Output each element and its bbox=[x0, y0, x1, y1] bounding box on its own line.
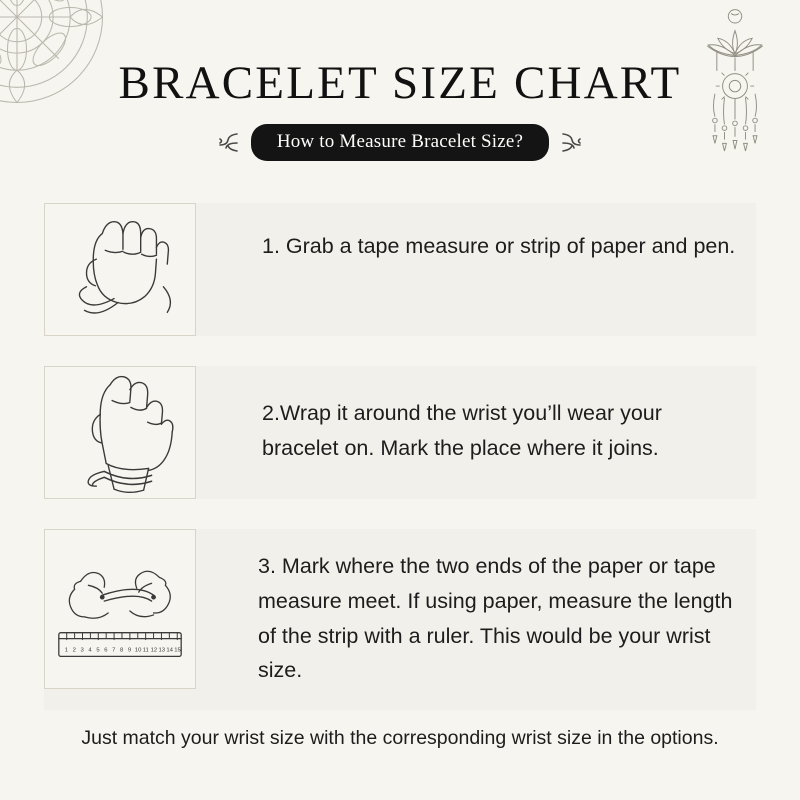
svg-text:12: 12 bbox=[150, 647, 158, 654]
svg-text:5: 5 bbox=[96, 647, 100, 654]
steps-list bbox=[0, 203, 800, 740]
page-title: BRACELET SIZE CHART bbox=[118, 57, 682, 109]
list-item bbox=[44, 366, 756, 499]
subtitle-row bbox=[0, 124, 800, 161]
hand-holding-tape-measure-illustration bbox=[44, 203, 196, 336]
list-item bbox=[44, 529, 756, 710]
flourish-left-icon bbox=[215, 130, 241, 156]
svg-text:9: 9 bbox=[127, 647, 132, 654]
svg-text:15: 15 bbox=[174, 647, 181, 654]
footer-note: Just match your wrist size with the corresponding wrist size in the options. bbox=[81, 727, 719, 749]
subtitle-pill: How to Measure Bracelet Size? bbox=[251, 124, 549, 161]
svg-text:11: 11 bbox=[142, 647, 149, 654]
svg-text:1: 1 bbox=[64, 647, 69, 654]
svg-text:3: 3 bbox=[80, 647, 84, 654]
svg-text:2: 2 bbox=[72, 647, 76, 654]
svg-text:6: 6 bbox=[104, 647, 108, 654]
step-2-text: 2.Wrap it around the wrist you’ll wear your bracelet on. Mark the place where it joins. bbox=[262, 401, 662, 460]
ruler-tick-labels bbox=[65, 647, 182, 653]
hands-measuring-paper-strip-with-ruler-illustration bbox=[44, 529, 196, 689]
step-1-text: 1. Grab a tape measure or strip of paper and pen. bbox=[262, 234, 736, 258]
hand-with-tape-wrapped-around-wrist-illustration bbox=[44, 366, 196, 499]
step-3-text: 3. Mark where the two ends of the paper or tape measure meet. If using paper, measure the length of the strip with a ruler. This would be your wrist size. bbox=[258, 554, 733, 683]
svg-text:10: 10 bbox=[134, 647, 142, 654]
svg-text:4: 4 bbox=[88, 647, 92, 654]
list-item bbox=[44, 203, 756, 336]
svg-text:14: 14 bbox=[166, 647, 173, 654]
svg-text:7: 7 bbox=[112, 647, 116, 654]
flourish-right-icon bbox=[559, 130, 585, 156]
svg-text:8: 8 bbox=[120, 647, 124, 654]
svg-text:13: 13 bbox=[158, 647, 166, 654]
